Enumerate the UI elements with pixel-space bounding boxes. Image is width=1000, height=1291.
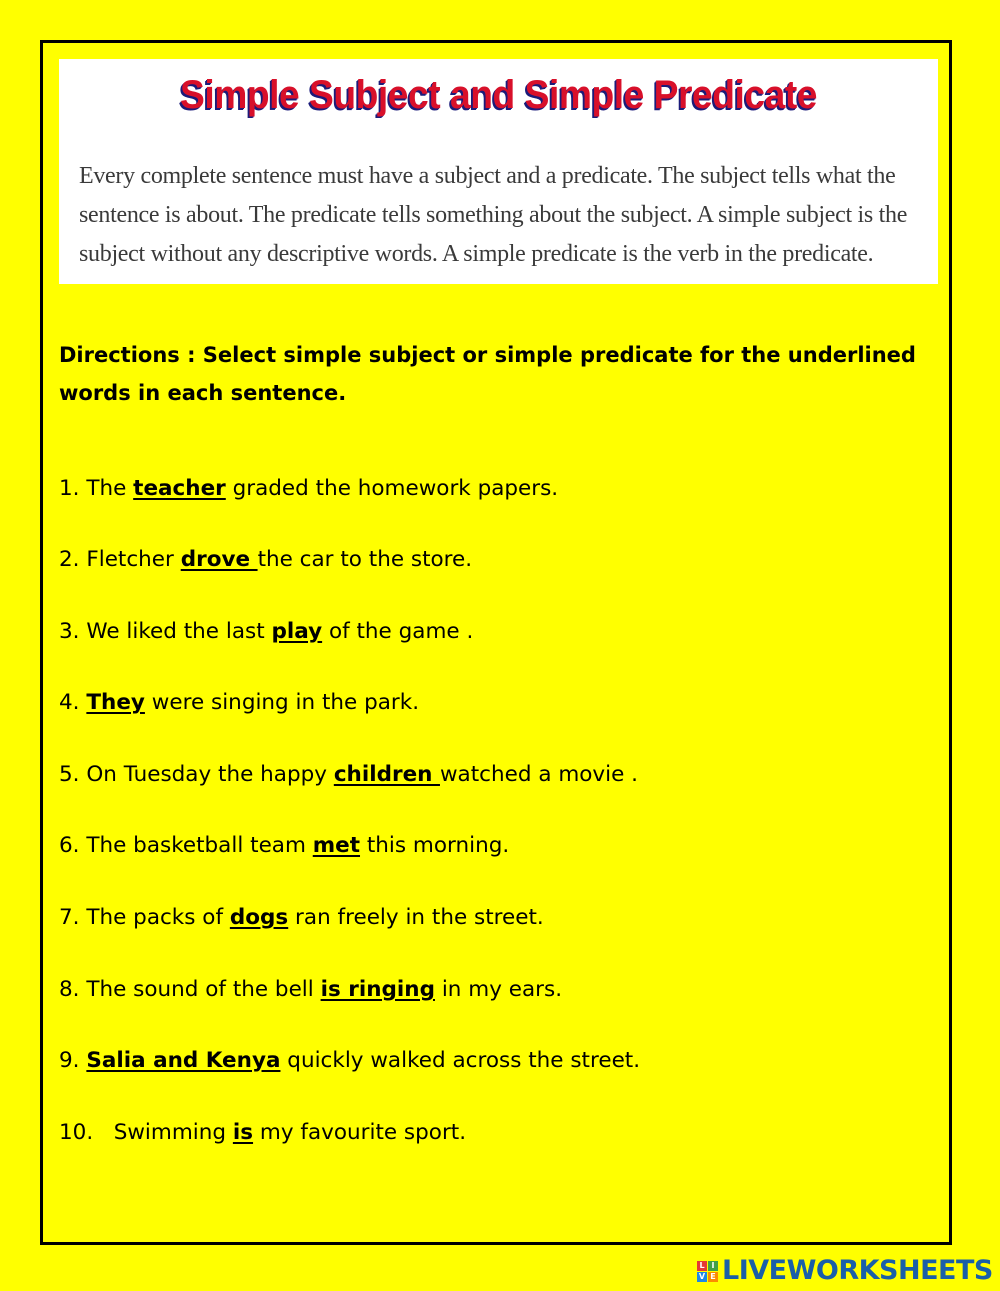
sentence-9-underlined-word[interactable]: Salia and Kenya bbox=[86, 1048, 281, 1073]
logo-block-l: L bbox=[697, 1261, 707, 1271]
sentence-5-after: watched a movie . bbox=[439, 762, 639, 787]
sentence-8 bbox=[59, 975, 949, 1005]
sentence-7-after: ran freely in the street. bbox=[288, 905, 544, 930]
sentence-5-before: 5. On Tuesday the happy bbox=[59, 762, 334, 787]
sentence-4 bbox=[59, 688, 949, 718]
sentence-7 bbox=[59, 903, 949, 933]
sentence-1-before: 1. The bbox=[59, 476, 134, 501]
sentence-6-before: 6. The basketball team bbox=[59, 833, 313, 858]
sentence-4-after: were singing in the park. bbox=[144, 690, 420, 715]
worksheet-title: Simple Subject and Simple Predicate bbox=[179, 73, 817, 117]
sentence-9-after: quickly walked across the street. bbox=[280, 1048, 641, 1073]
liveworksheets-logo[interactable] bbox=[697, 1257, 993, 1285]
sentence-5 bbox=[59, 760, 949, 790]
sentence-2-before: 2. Fletcher bbox=[59, 547, 181, 572]
sentence-1-underlined-word[interactable]: teacher bbox=[133, 476, 226, 501]
sentence-10-underlined-word[interactable]: is bbox=[232, 1120, 254, 1145]
logo-block-e: E bbox=[708, 1272, 718, 1282]
directions-text: Directions : Select simple subject or simple predicate for the underlined words in each sentence. bbox=[59, 343, 916, 405]
intro-paragraph: Every complete sentence must have a subject and a predicate. The subject tells what the sentence is about. The predicate tells something about the subject. A simple subject is the subject without any descriptive words. A simple predicate is the verb in the predicate. bbox=[79, 163, 908, 267]
sentence-4-before: 4. bbox=[59, 690, 87, 715]
sentence-4-underlined-word[interactable]: They bbox=[86, 690, 145, 715]
sentence-8-underlined-word[interactable]: is ringing bbox=[320, 977, 435, 1002]
sentence-8-after: in my ears. bbox=[434, 977, 563, 1002]
sentence-9 bbox=[59, 1046, 949, 1076]
sentence-10 bbox=[59, 1118, 949, 1148]
logo-text: LIVEWORKSHEETS bbox=[722, 1255, 993, 1286]
sentence-6-after: this morning. bbox=[360, 833, 510, 858]
sentence-10-after: my favourite sport. bbox=[253, 1120, 467, 1145]
sentence-3-before: 3. We liked the last bbox=[59, 619, 272, 644]
sentence-7-before: 7. The packs of bbox=[59, 905, 230, 930]
logo-block-i: I bbox=[708, 1261, 718, 1271]
sentence-3 bbox=[59, 617, 949, 647]
logo-block-v: V bbox=[698, 1271, 706, 1281]
sentence-2-after: the car to the store. bbox=[257, 547, 473, 572]
sentence-6 bbox=[59, 831, 949, 861]
sentence-8-before: 8. The sound of the bell bbox=[59, 977, 321, 1002]
sentence-2-underlined-word[interactable]: drove bbox=[180, 547, 258, 572]
sentence-7-underlined-word[interactable]: dogs bbox=[229, 905, 289, 930]
sentence-6-underlined-word[interactable]: met bbox=[312, 833, 361, 858]
sentence-9-before: 9. bbox=[59, 1048, 87, 1073]
sentence-5-underlined-word[interactable]: children bbox=[333, 762, 440, 787]
sentence-1-after: graded the homework papers. bbox=[225, 476, 559, 501]
sentence-3-underlined-word[interactable]: play bbox=[271, 619, 323, 644]
sentence-2 bbox=[59, 545, 949, 575]
sentence-1 bbox=[59, 474, 949, 504]
sentence-3-after: of the game . bbox=[322, 619, 474, 644]
sentence-10-before: 10. Swimming bbox=[59, 1120, 233, 1145]
logo-blocks-icon bbox=[697, 1261, 718, 1282]
header-panel bbox=[59, 59, 938, 284]
